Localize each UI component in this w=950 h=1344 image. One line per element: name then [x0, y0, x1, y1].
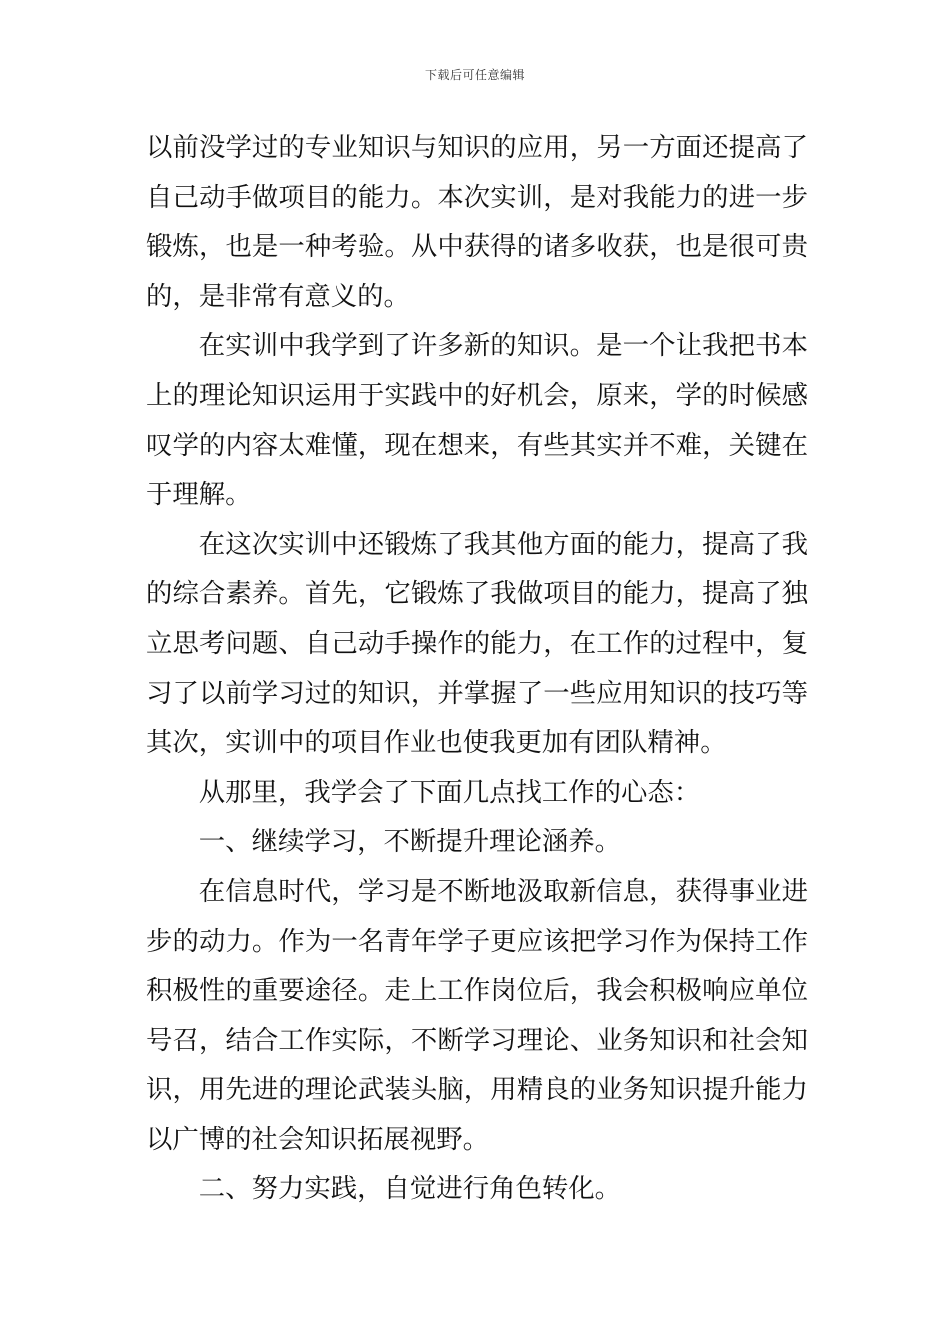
paragraph-1: 以前没学过的专业知识与知识的应用，另一方面还提高了自己动手做项目的能力。本次实训，是对我能力的进一步锻炼，也是一种考验。从中获得的诸多收获，也是很可贵的，是非常有意义的。 — [146, 132, 808, 312]
paragraph-4: 从那里，我学会了下面几点找工作的心态： — [198, 776, 701, 808]
section-heading-2: 二、努力实践，自觉进行角色转化。 — [198, 1173, 622, 1205]
paragraph-2: 在实训中我学到了许多新的知识。是一个让我把书本上的理论知识运用于实践中的好机会，原来，学的时候感叹学的内容太难懂，现在想来，有些其实并不难，关键在于理解。 — [146, 330, 808, 511]
paragraph-3: 在这次实训中还锻炼了我其他方面的能力，提高了我的综合素养。首先，它锻炼了我做项目的能力，提高了独立思考问题、自己动手操作的能力，在工作的过程中，复习了以前学习过的知识，并掌握了一些应用知识的技巧等其次，实训中的项目作业也使我更加有团队精神。 — [146, 528, 808, 759]
page-header: 下载后可任意编辑 — [424, 68, 525, 82]
document-body — [146, 123, 808, 1214]
paragraph-5: 在信息时代，学习是不断地汲取新信息，获得事业进步的动力。作为一名青年学子更应该把学习作为保持工作积极性的重要途径。走上工作岗位后，我会积极响应单位号召，结合工作实际，不断学习理论、业务知识和社会知识，用先进的理论武装头脑，用精良的业务知识提升能力以广博的社会知识拓展视野。 — [146, 875, 808, 1155]
section-heading-1: 一、继续学习，不断提升理论涵养。 — [198, 826, 622, 858]
